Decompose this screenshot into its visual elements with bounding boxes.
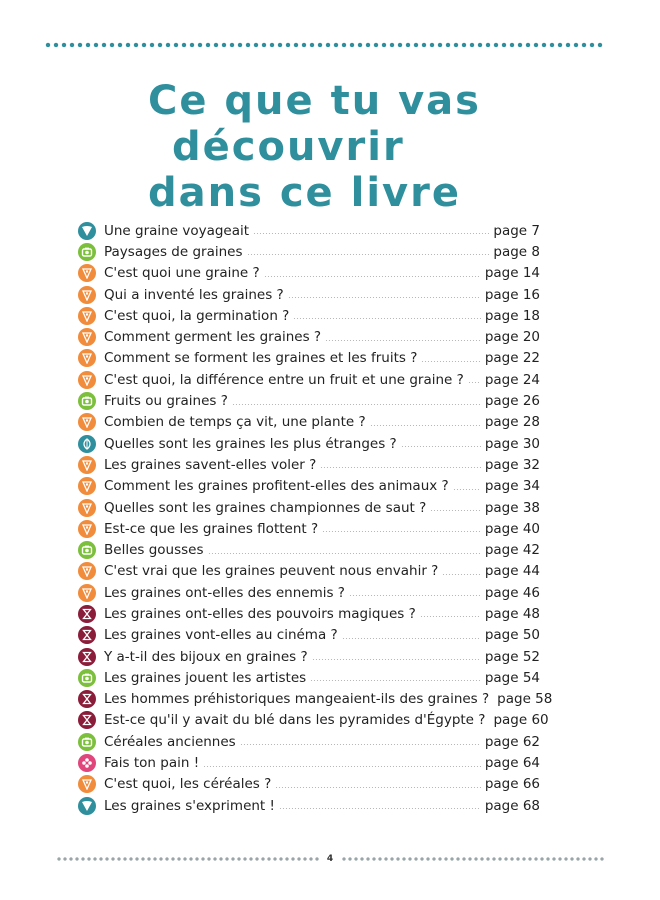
orange-cone-icon [78,307,96,325]
toc-entry-title: C'est quoi, la germination ? [104,307,290,324]
toc-entry [78,646,540,667]
toc-entry-page: page 42 [484,542,540,559]
orange-cone-icon [78,371,96,389]
crimson-hourglass-icon [78,648,96,666]
toc-entry-title: C'est quoi, la différence entre un fruit et une graine ? [104,371,464,388]
dot-leader [240,744,481,745]
title-line-1: Ce que tu vas [148,78,481,124]
dot-leader [342,638,481,639]
toc-entry [78,433,540,454]
toc-entry-title: Les graines ont-elles des ennemis ? [104,584,345,601]
footer-dots-left [56,856,319,862]
orange-cone-icon [78,349,96,367]
dot-leader [468,382,481,383]
toc-entry-page: page 14 [484,265,540,282]
teal-leaf-icon [78,435,96,453]
toc-entry-page: page 22 [484,350,540,367]
dot-leader [420,616,481,617]
green-camera-icon [78,541,96,559]
crimson-hourglass-icon [78,605,96,623]
page-number: 4 [326,854,334,864]
toc-entry-title: Combien de temps ça vit, une plante ? [104,414,366,431]
toc-entry [78,561,540,582]
orange-cone-icon [78,456,96,474]
dot-leader [453,489,481,490]
dot-leader [370,425,481,426]
toc-entry [78,603,540,624]
toc-entry-title: C'est quoi, les céréales ? [104,776,272,793]
toc-entry-title: Les graines savent-elles voler ? [104,456,317,473]
toc-entry-title: Quelles sont les graines championnes de saut ? [104,499,427,516]
dot-leader [203,766,481,767]
toc-entry-page: page 28 [484,414,540,431]
toc-entry [78,625,540,646]
toc-entry-page: page 18 [484,307,540,324]
dot-leader [310,680,481,681]
dot-leader [401,446,481,447]
toc-entry-title: Les hommes préhistoriques mangeaient-ils des graines ? [104,691,490,708]
toc-entry-page: page 50 [484,627,540,644]
toc-entry-page: page 64 [484,755,540,772]
title-line-3: dans ce livre [148,170,461,216]
toc-entry-page: page 26 [484,393,540,410]
orange-cone-icon [78,286,96,304]
toc-entry-page: page 60 [493,712,549,729]
toc-entry-page: page 20 [484,329,540,346]
orange-cone-icon [78,328,96,346]
orange-cone-icon [78,499,96,517]
orange-cone-icon [78,413,96,431]
toc-entry-page: page 38 [484,499,540,516]
toc-entry-title: C'est vrai que les graines peuvent nous envahir ? [104,563,439,580]
toc-entry-title: Céréales anciennes [104,733,236,750]
toc-entry [78,390,540,411]
dot-leader [430,510,481,511]
toc-entry [78,412,540,433]
toc-entry-title: Une graine voyageait [104,222,250,239]
toc-entry-title: Belles gousses [104,542,204,559]
teal-heart-icon [78,797,96,815]
toc-entry-title: Qui a inventé les graines ? [104,286,284,303]
orange-cone-icon [78,264,96,282]
toc-entry-page: page 58 [497,691,553,708]
toc-entry [78,774,540,795]
toc-entry [78,369,540,390]
dot-leader [232,404,481,405]
toc-entry-page: page 7 [493,222,540,239]
toc-entry-title: Les graines vont-elles au cinéma ? [104,627,338,644]
green-camera-icon [78,243,96,261]
toc-entry-page: page 52 [484,648,540,665]
toc-entry [78,241,540,262]
crimson-hourglass-icon [78,626,96,644]
toc-entry-title: Comment germent les graines ? [104,329,322,346]
toc-entry [78,305,540,326]
top-dotted-rule [44,40,604,50]
orange-cone-icon [78,562,96,580]
toc-entry-title: Les graines ont-elles des pouvoirs magiques ? [104,605,416,622]
toc-entry-page: page 32 [484,456,540,473]
orange-cone-icon [78,477,96,495]
toc-entry [78,518,540,539]
title-line-2: découvrir [172,124,405,170]
toc-entry-page: page 8 [493,243,540,260]
toc-entry-title: Comment les graines profitent-elles des animaux ? [104,478,449,495]
toc-entry-page: page 62 [484,733,540,750]
green-camera-icon [78,392,96,410]
dot-leader [322,531,481,532]
orange-cone-icon [78,775,96,793]
toc-entry [78,348,540,369]
green-camera-icon [78,669,96,687]
toc-entry-page: page 44 [484,563,540,580]
toc-entry [78,220,540,241]
toc-entry-page: page 16 [484,286,540,303]
toc-entry [78,689,553,710]
toc-entry-title: Les graines jouent les artistes [104,669,307,686]
toc-entry [78,795,540,816]
page-title [148,78,481,216]
toc-entry-page: page 46 [484,584,540,601]
toc-entry-page: page 54 [484,669,540,686]
toc-entry [78,326,540,347]
toc-entry-title: Comment se forment les graines et les fruits ? [104,350,418,367]
green-camera-icon [78,733,96,751]
teal-heart-icon [78,222,96,240]
toc-entry [78,497,540,518]
toc-entry-title: Y a-t-il des bijoux en graines ? [104,648,308,665]
dot-leader [247,254,490,255]
pink-flower-icon [78,754,96,772]
dot-leader [293,318,480,319]
toc-entry-page: page 24 [484,371,540,388]
toc-entry-title: Est-ce qu'il y avait du blé dans les pyramides d'Égypte ? [104,712,486,729]
dot-leader [253,233,489,234]
dot-leader [264,276,481,277]
crimson-hourglass-icon [78,711,96,729]
toc-entry-page: page 34 [484,478,540,495]
dot-leader [442,574,480,575]
toc-entry [78,263,540,284]
toc-entry [78,752,540,773]
dot-leader [421,361,480,362]
table-of-contents [78,220,553,816]
toc-entry-page: page 48 [484,605,540,622]
footer [56,852,604,866]
toc-entry [78,710,549,731]
dot-leader [279,808,481,809]
dot-leader [349,595,481,596]
toc-entry-page: page 66 [484,776,540,793]
dot-leader [325,340,481,341]
crimson-hourglass-icon [78,690,96,708]
dot-leader [208,553,481,554]
toc-entry-page: page 68 [484,797,540,814]
orange-cone-icon [78,584,96,602]
toc-entry-title: Fruits ou graines ? [104,393,228,410]
dot-leader [312,659,481,660]
footer-dots-right [341,856,604,862]
toc-entry [78,476,540,497]
toc-entry [78,454,540,475]
toc-entry-title: Quelles sont les graines les plus étranges ? [104,435,397,452]
toc-entry [78,539,540,560]
orange-cone-icon [78,520,96,538]
dot-leader [288,297,481,298]
toc-entry-page: page 30 [484,435,540,452]
toc-entry-title: Les graines s'expriment ! [104,797,275,814]
toc-entry-title: Est-ce que les graines flottent ? [104,520,319,537]
toc-entry-page: page 40 [484,520,540,537]
toc-entry [78,667,540,688]
toc-entry [78,731,540,752]
toc-entry-title: Paysages de graines [104,243,243,260]
toc-entry [78,582,540,603]
toc-entry [78,284,540,305]
toc-entry-title: C'est quoi une graine ? [104,265,260,282]
dot-leader [275,787,481,788]
dot-leader [320,467,480,468]
toc-entry-title: Fais ton pain ! [104,755,200,772]
